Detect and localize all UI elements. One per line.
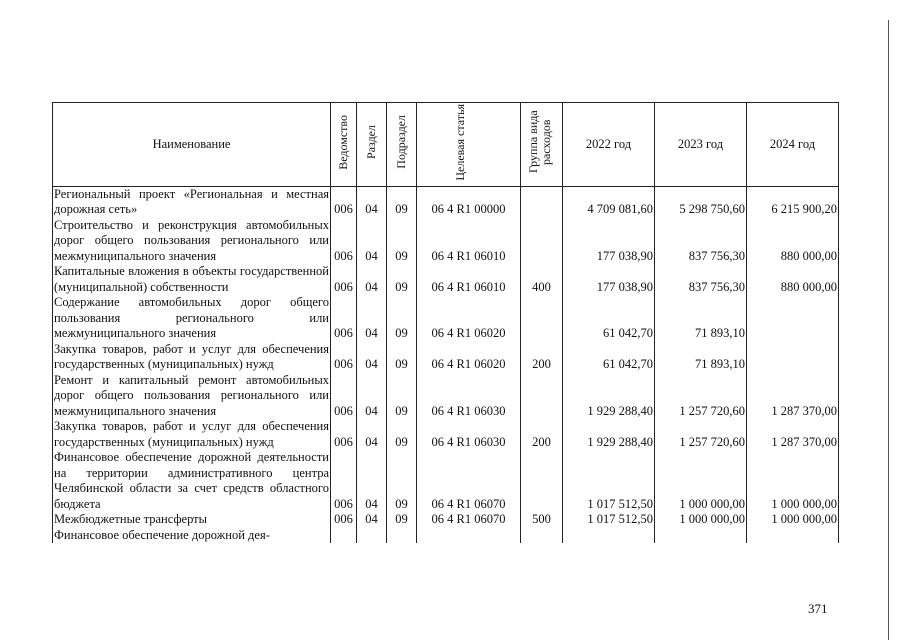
row-gruppa: 400 — [521, 264, 563, 295]
header-2022: 2022 год — [563, 103, 655, 187]
row-name: Содержание автомобильных дорог общего пользования регионального или межмуниципального значения — [54, 295, 329, 340]
row-gruppa: 500 — [521, 512, 563, 528]
row-podrazdel: 09 — [387, 342, 417, 373]
row-2023: 1 257 720,60 — [655, 419, 747, 450]
row-2024 — [747, 342, 839, 373]
row-2023: 71 893,10 — [655, 295, 747, 342]
row-2022: 61 042,70 — [563, 342, 655, 373]
row-tselevaya: 06 4 R1 06020 — [417, 342, 521, 373]
margin-rule — [888, 20, 889, 640]
row-gruppa — [521, 528, 563, 544]
row-2022: 1 017 512,50 — [563, 512, 655, 528]
row-name: Финансовое обеспечение дорожной деятельности на территории административного центра Челябинской области за счет средств областного бюджета — [54, 450, 329, 511]
row-2022: 1 017 512,50 — [563, 450, 655, 512]
row-podrazdel — [387, 528, 417, 544]
table-row — [53, 186, 839, 218]
row-podrazdel: 09 — [387, 419, 417, 450]
row-gruppa — [521, 186, 563, 218]
row-razdel: 04 — [357, 218, 387, 265]
row-name: Закупка товаров, работ и услуг для обеспечения государственных (муниципальных) нужд — [54, 341, 329, 371]
row-gruppa — [521, 373, 563, 420]
header-2024: 2024 год — [747, 103, 839, 187]
header-gruppa: Группа вида расходов — [521, 103, 563, 187]
row-tselevaya: 06 4 R1 00000 — [417, 186, 521, 218]
row-podrazdel: 09 — [387, 450, 417, 512]
header-tselevaya: Целевая статья — [417, 103, 521, 187]
row-vedomstvo: 006 — [331, 373, 357, 420]
row-podrazdel: 09 — [387, 373, 417, 420]
row-tselevaya — [417, 528, 521, 544]
table-row — [53, 295, 839, 342]
row-2022: 1 929 288,40 — [563, 373, 655, 420]
row-2022: 61 042,70 — [563, 295, 655, 342]
row-vedomstvo — [331, 528, 357, 544]
row-name: Капитальные вложения в объекты государственной (муниципальной) собственности — [54, 264, 329, 294]
row-vedomstvo: 006 — [331, 450, 357, 512]
row-vedomstvo: 006 — [331, 512, 357, 528]
row-vedomstvo: 006 — [331, 419, 357, 450]
row-podrazdel: 09 — [387, 295, 417, 342]
row-podrazdel: 09 — [387, 186, 417, 218]
header-vedomstvo: Ведомство — [331, 103, 357, 187]
row-vedomstvo: 006 — [331, 342, 357, 373]
row-name: Строительство и реконструкция автомобильных дорог общего пользования регионального или межмуниципального значения — [54, 217, 329, 263]
row-2022: 4 709 081,60 — [563, 186, 655, 218]
row-tselevaya: 06 4 R1 06070 — [417, 512, 521, 528]
row-gruppa — [521, 218, 563, 265]
row-razdel: 04 — [357, 373, 387, 420]
row-2023: 1 000 000,00 — [655, 512, 747, 528]
row-2024: 1 000 000,00 — [747, 450, 839, 512]
row-2023: 837 756,30 — [655, 264, 747, 295]
table-row — [53, 419, 839, 450]
table-row — [53, 264, 839, 295]
header-razdel: Раздел — [357, 103, 387, 187]
row-2023: 1 000 000,00 — [655, 450, 747, 512]
row-razdel — [357, 528, 387, 544]
row-2023: 71 893,10 — [655, 342, 747, 373]
table-row — [53, 218, 839, 265]
row-razdel: 04 — [357, 419, 387, 450]
row-2023 — [655, 528, 747, 544]
row-razdel: 04 — [357, 295, 387, 342]
row-2024 — [747, 528, 839, 544]
row-2024: 1 287 370,00 — [747, 419, 839, 450]
table-row — [53, 528, 839, 544]
table-header-row — [53, 103, 839, 187]
row-razdel: 04 — [357, 450, 387, 512]
row-razdel: 04 — [357, 264, 387, 295]
row-2022: 177 038,90 — [563, 264, 655, 295]
row-gruppa — [521, 295, 563, 342]
row-name: Ремонт и капитальный ремонт автомобильных дорог общего пользования регионального или межмуниципального значения — [54, 372, 329, 418]
row-2023: 1 257 720,60 — [655, 373, 747, 420]
row-gruppa: 200 — [521, 342, 563, 373]
row-2024: 880 000,00 — [747, 264, 839, 295]
row-vedomstvo: 006 — [331, 295, 357, 342]
row-razdel: 04 — [357, 186, 387, 218]
header-2023: 2023 год — [655, 103, 747, 187]
row-podrazdel: 09 — [387, 512, 417, 528]
header-podrazdel: Подраздел — [387, 103, 417, 187]
row-2023: 5 298 750,60 — [655, 186, 747, 218]
table-row — [53, 373, 839, 420]
row-2022: 1 929 288,40 — [563, 419, 655, 450]
row-razdel: 04 — [357, 512, 387, 528]
page-number: 371 — [808, 601, 828, 616]
row-2024 — [747, 295, 839, 342]
row-2024: 1 287 370,00 — [747, 373, 839, 420]
row-tselevaya: 06 4 R1 06070 — [417, 450, 521, 512]
row-tselevaya: 06 4 R1 06020 — [417, 295, 521, 342]
row-gruppa: 200 — [521, 419, 563, 450]
row-name: Финансовое обеспечение дорожной дея- — [53, 528, 331, 544]
row-2023: 837 756,30 — [655, 218, 747, 265]
header-name: Наименование — [53, 103, 331, 187]
row-name: Закупка товаров, работ и услуг для обеспечения государственных (муниципальных) нужд — [54, 419, 329, 449]
row-vedomstvo: 006 — [331, 186, 357, 218]
row-2024: 1 000 000,00 — [747, 512, 839, 528]
row-2024: 6 215 900,20 — [747, 186, 839, 218]
row-tselevaya: 06 4 R1 06030 — [417, 419, 521, 450]
row-vedomstvo: 006 — [331, 264, 357, 295]
row-podrazdel: 09 — [387, 218, 417, 265]
row-razdel: 04 — [357, 342, 387, 373]
row-name: Межбюджетные трансферты — [53, 512, 331, 528]
table-row — [53, 512, 839, 528]
table-row — [53, 450, 839, 512]
row-tselevaya: 06 4 R1 06010 — [417, 264, 521, 295]
row-tselevaya: 06 4 R1 06030 — [417, 373, 521, 420]
table-row — [53, 342, 839, 373]
row-tselevaya: 06 4 R1 06010 — [417, 218, 521, 265]
row-podrazdel: 09 — [387, 264, 417, 295]
row-2024: 880 000,00 — [747, 218, 839, 265]
row-2022: 177 038,90 — [563, 218, 655, 265]
row-name: Региональный проект «Региональная и местная дорожная сеть» — [54, 186, 329, 216]
row-vedomstvo: 006 — [331, 218, 357, 265]
row-gruppa — [521, 450, 563, 512]
budget-table — [52, 102, 839, 543]
row-2022 — [563, 528, 655, 544]
